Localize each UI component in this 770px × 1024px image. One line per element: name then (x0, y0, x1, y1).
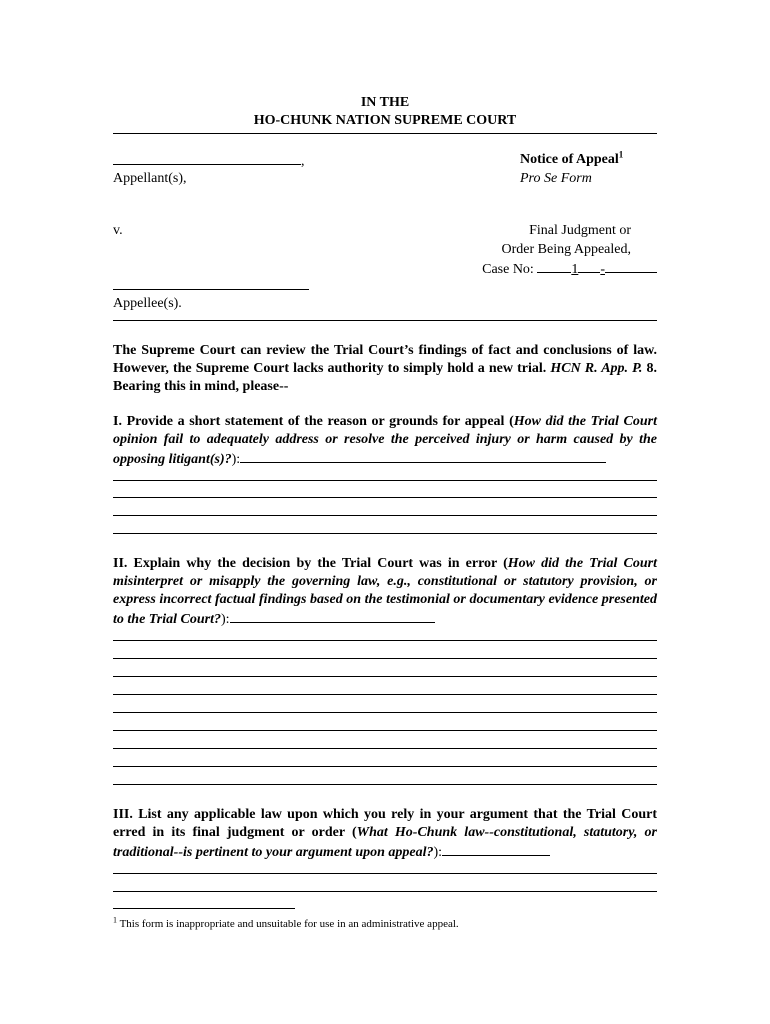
footnote-text: This form is inappropriate and unsuitable for use in an administrative appeal. (119, 918, 459, 930)
caption-rule (113, 320, 657, 321)
section-3-prompt (113, 806, 657, 862)
section-2-answer-line[interactable] (113, 730, 657, 731)
appellant-comma: , (301, 154, 305, 169)
case-no-dash: - (600, 262, 605, 277)
section-1-first-blank[interactable] (240, 449, 606, 463)
intro-closing: 8. Bearing this in mind, please-- (113, 361, 658, 394)
appellee-name-blank[interactable] (113, 276, 309, 290)
appellee-label: Appellee(s). (113, 296, 182, 311)
case-no-blank-1[interactable] (537, 259, 571, 273)
notice-footnote-mark: 1 (618, 149, 624, 160)
section-1-question: How did the Trial Court opinion fail to adequately address or resolve the perceived injury or harm caused by the opposing litigant(s)? (113, 414, 657, 467)
section-2-close: ): (221, 612, 230, 627)
section-2-answer-line[interactable] (113, 676, 657, 677)
section-1-close: ): (231, 452, 241, 467)
header-rule (113, 133, 657, 134)
notice-title-text: Notice of Appeal (520, 152, 619, 167)
case-no-label: Case No: (482, 262, 534, 277)
section-2-lead: II. Explain why the decision by the Trial Court was in error ( (113, 556, 508, 571)
section-1-lead: I. Provide a short statement of the reason or grounds for appeal ( (113, 414, 514, 429)
section-3-close: ): (433, 845, 443, 860)
court-heading-line2: HO-CHUNK NATION SUPREME COURT (253, 113, 517, 128)
judgment-line2: Order Being Appealed, (501, 242, 631, 257)
section-2-answer-line[interactable] (113, 694, 657, 695)
section-2-answer-line[interactable] (113, 640, 657, 641)
section-2-question: How did the Trial Court misinterpret or misapply the governing law, e.g., constitutional or statutory provision, or express incorrect factual findings based on the testimonial or documentary evidence presented to the Trial Court? (113, 556, 657, 627)
section-3-answer-line[interactable] (113, 891, 657, 892)
case-number-field (482, 259, 657, 279)
appellant-name-field[interactable] (113, 151, 305, 171)
judgment-line1: Final Judgment or (529, 223, 631, 238)
notice-title (520, 151, 623, 169)
section-2-answer-line[interactable] (113, 712, 657, 713)
section-1-answer-line[interactable] (113, 515, 657, 516)
versus-label: v. (113, 223, 123, 238)
section-3-answer-line[interactable] (113, 873, 657, 874)
section-2-first-blank[interactable] (230, 609, 435, 623)
section-3-question: What Ho-Chunk law--constitutional, statutory, or traditional--is pertinent to your argument upon appeal? (113, 825, 658, 860)
section-1-answer-line[interactable] (113, 497, 657, 498)
notice-subtitle: Pro Se Form (520, 171, 592, 186)
section-2-prompt (113, 555, 657, 629)
section-3-lead: III. List any applicable law upon which you rely in your argument that the Trial Court erred in its final judgment or order ( (113, 807, 657, 840)
section-1-prompt (113, 413, 657, 469)
section-2-answer-line[interactable] (113, 748, 657, 749)
footnote-mark: 1 (113, 915, 117, 925)
footnote-separator (113, 908, 295, 909)
appellant-name-blank[interactable] (113, 151, 301, 165)
section-2-answer-line[interactable] (113, 766, 657, 767)
section-2-answer-line[interactable] (113, 784, 657, 785)
case-no-blank-2[interactable] (578, 259, 600, 273)
section-3-first-blank[interactable] (442, 842, 550, 856)
section-1-answer-line[interactable] (113, 480, 657, 481)
footnote (113, 917, 459, 931)
section-2-answer-line[interactable] (113, 658, 657, 659)
intro-citation: HCN R. App. P. (550, 361, 643, 376)
case-no-blank-3[interactable] (605, 259, 657, 273)
intro-paragraph (113, 342, 657, 396)
case-no-middle: 1 (571, 262, 579, 277)
intro-text: The Supreme Court can review the Trial Court’s findings of fact and conclusions of law. However, the Supreme Court lacks authority to simply hold a new trial. (113, 343, 657, 376)
court-heading-line1: IN THE (360, 95, 410, 110)
appellant-label: Appellant(s), (113, 171, 187, 186)
section-1-answer-line[interactable] (113, 533, 657, 534)
